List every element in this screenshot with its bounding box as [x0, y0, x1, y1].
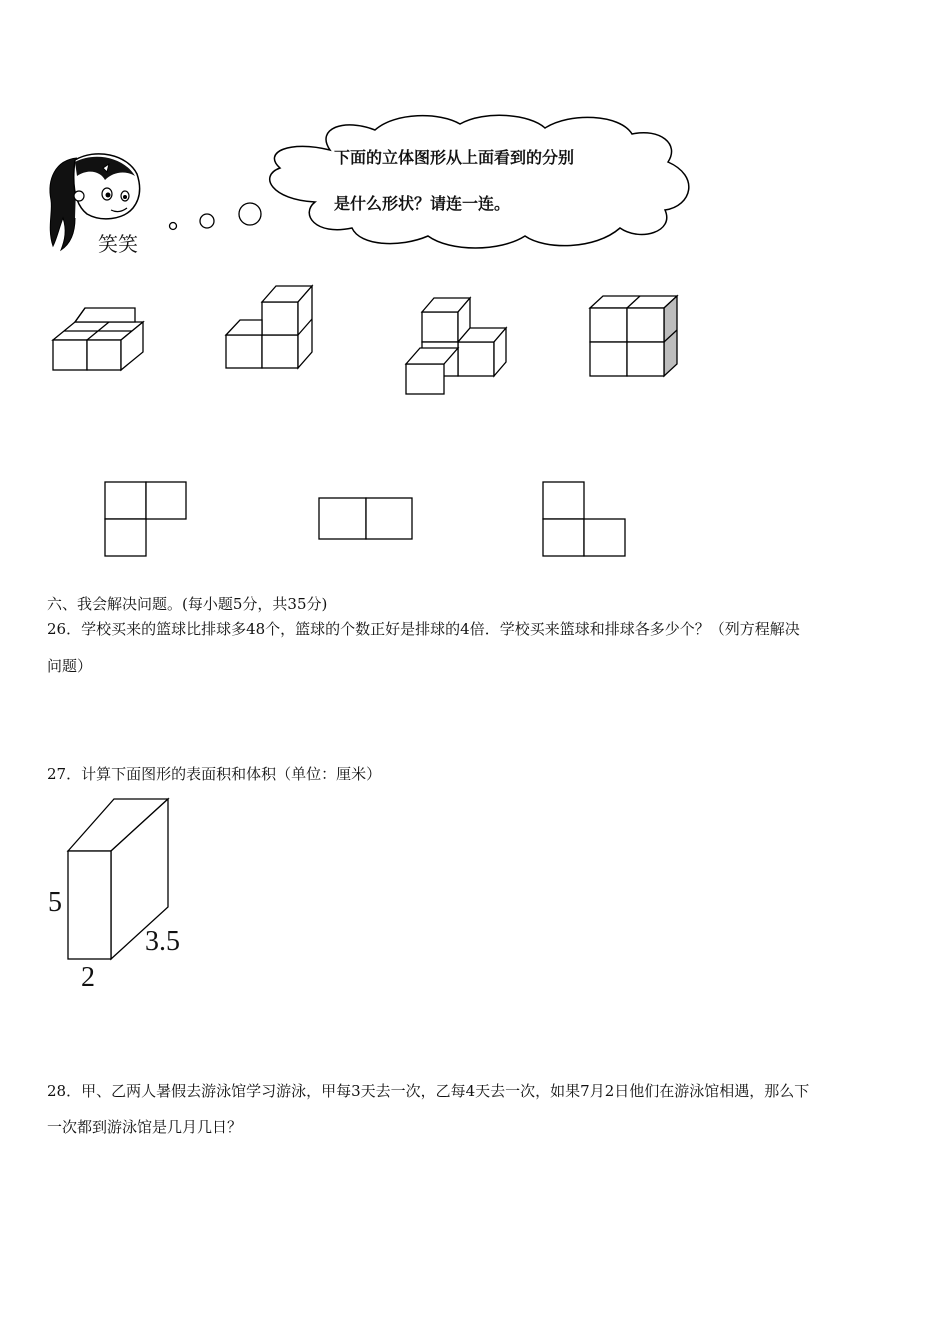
top-view-2 — [315, 494, 415, 544]
question-28-line-1: 28．甲、乙两人暑假去游泳馆学习游泳，甲每3天去一次，乙每4天去一次，如果7月2日他们在游泳馆相遇，那么下 — [47, 1082, 810, 1100]
solid-figure-2 — [222, 280, 322, 375]
solid-figure-3 — [400, 290, 515, 400]
question-28-line-2: 一次都到游泳馆是几月几日？ — [47, 1118, 243, 1136]
top-view-1 — [100, 478, 190, 560]
thought-bubbles — [165, 195, 265, 240]
speech-line-2: 是什么形状？请连一连。 — [334, 194, 511, 213]
question-27-text: 27．计算下面图形的表面积和体积（单位：厘米） — [47, 765, 382, 783]
cuboid-depth-label: 3.5 — [145, 926, 180, 957]
cuboid-width-label: 2 — [81, 962, 95, 993]
top-view-3 — [538, 478, 630, 560]
section-heading: 六、我会解决问题。(每小题5分，共35分) — [47, 595, 328, 613]
solid-figure-1 — [50, 300, 150, 375]
cartoon-caption: 笑笑 — [98, 232, 138, 256]
speech-line-1: 下面的立体图形从上面看到的分别 — [334, 148, 575, 167]
question-26-line-1: 26．学校买来的篮球比排球多48个，篮球的个数正好是排球的4倍．学校买来篮球和排球各多少个？（列方程解决 — [47, 620, 800, 638]
question-26-line-2: 问题） — [47, 657, 93, 675]
cuboid-height-label: 5 — [48, 887, 62, 918]
speech-cloud — [260, 110, 700, 255]
solid-figure-4 — [585, 290, 685, 385]
